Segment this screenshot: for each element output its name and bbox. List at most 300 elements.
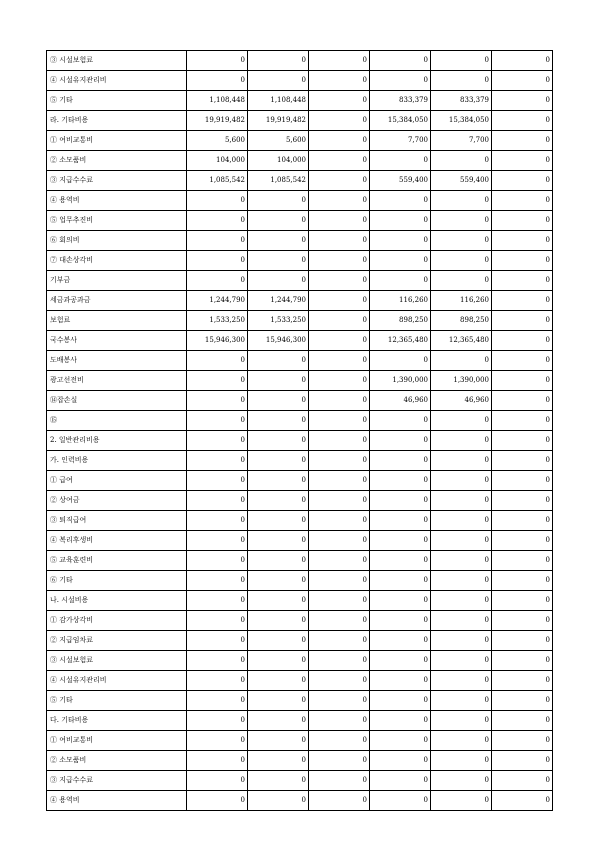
row-label: ② 소모품비: [47, 151, 187, 171]
table-row: [47, 651, 553, 671]
row-label: ② 지급임차료: [47, 631, 187, 651]
amount-cell: 7,700: [370, 131, 431, 151]
amount-cell: 0: [248, 271, 309, 291]
amount-cell: 0: [370, 251, 431, 271]
amount-cell: 0: [492, 391, 553, 411]
amount-cell: 0: [187, 391, 248, 411]
row-label: ⑤ 교육훈련비: [47, 551, 187, 571]
amount-cell: 0: [248, 711, 309, 731]
amount-cell: 0: [309, 231, 370, 251]
amount-cell: 0: [309, 391, 370, 411]
amount-cell: 0: [309, 311, 370, 331]
amount-cell: 7,700: [431, 131, 492, 151]
row-label: 국수봉사: [47, 331, 187, 351]
table-row: [47, 131, 553, 151]
amount-cell: 0: [431, 191, 492, 211]
row-label: 라. 기타비용: [47, 111, 187, 131]
amount-cell: 559,400: [370, 171, 431, 191]
amount-cell: 0: [187, 451, 248, 471]
table-row: [47, 731, 553, 751]
amount-cell: 0: [431, 231, 492, 251]
amount-cell: 0: [248, 591, 309, 611]
table-row: [47, 171, 553, 191]
amount-cell: 12,365,480: [370, 331, 431, 351]
amount-cell: 0: [309, 371, 370, 391]
amount-cell: 0: [431, 551, 492, 571]
amount-cell: 0: [248, 691, 309, 711]
amount-cell: 0: [309, 131, 370, 151]
amount-cell: 0: [370, 531, 431, 551]
row-label: ⑥ 회의비: [47, 231, 187, 251]
amount-cell: 0: [370, 51, 431, 71]
amount-cell: 0: [309, 571, 370, 591]
table-row: [47, 451, 553, 471]
amount-cell: 0: [309, 191, 370, 211]
amount-cell: 0: [492, 231, 553, 251]
row-label: ③ 시설보험료: [47, 51, 187, 71]
amount-cell: 0: [309, 671, 370, 691]
amount-cell: 0: [248, 511, 309, 531]
amount-cell: 0: [309, 791, 370, 811]
amount-cell: 116,260: [370, 291, 431, 311]
table-row: [47, 551, 553, 571]
row-label: ③ 시설보험료: [47, 651, 187, 671]
amount-cell: 0: [248, 51, 309, 71]
amount-cell: 0: [431, 671, 492, 691]
amount-cell: 0: [187, 731, 248, 751]
amount-cell: 0: [309, 291, 370, 311]
amount-cell: 0: [492, 431, 553, 451]
row-label: 2. 일반관리비용: [47, 431, 187, 451]
table-row: [47, 691, 553, 711]
amount-cell: 0: [248, 571, 309, 591]
amount-cell: 15,946,300: [248, 331, 309, 351]
amount-cell: 0: [431, 751, 492, 771]
row-label: ④ 복리후생비: [47, 531, 187, 551]
amount-cell: 0: [492, 271, 553, 291]
amount-cell: 0: [370, 611, 431, 631]
row-label: ⑤ 기타: [47, 91, 187, 111]
amount-cell: 46,960: [431, 391, 492, 411]
amount-cell: 0: [187, 711, 248, 731]
amount-cell: 833,379: [370, 91, 431, 111]
amount-cell: 0: [370, 791, 431, 811]
amount-cell: 0: [431, 51, 492, 71]
table-row: [47, 591, 553, 611]
amount-cell: 0: [370, 431, 431, 451]
amount-cell: 0: [492, 191, 553, 211]
row-label: ② 소모품비: [47, 751, 187, 771]
amount-cell: 0: [309, 771, 370, 791]
amount-cell: 0: [309, 351, 370, 371]
amount-cell: 0: [370, 471, 431, 491]
amount-cell: 0: [248, 211, 309, 231]
row-label: 도배봉사: [47, 351, 187, 371]
amount-cell: 0: [187, 271, 248, 291]
row-label: ⑭잡손실: [47, 391, 187, 411]
table-row: [47, 391, 553, 411]
amount-cell: 0: [309, 271, 370, 291]
row-label: 다. 기타비용: [47, 711, 187, 731]
amount-cell: 0: [309, 451, 370, 471]
table-row: [47, 51, 553, 71]
amount-cell: 0: [248, 391, 309, 411]
amount-cell: 0: [187, 631, 248, 651]
amount-cell: 0: [248, 431, 309, 451]
amount-cell: 0: [492, 331, 553, 351]
expense-table-body: [47, 51, 553, 811]
amount-cell: 0: [309, 171, 370, 191]
amount-cell: 0: [370, 731, 431, 751]
amount-cell: 0: [248, 531, 309, 551]
amount-cell: 1,244,790: [248, 291, 309, 311]
amount-cell: 0: [187, 251, 248, 271]
amount-cell: 0: [187, 571, 248, 591]
row-label: ③ 퇴직급여: [47, 511, 187, 531]
amount-cell: 0: [309, 751, 370, 771]
amount-cell: 0: [492, 471, 553, 491]
amount-cell: 0: [187, 191, 248, 211]
amount-cell: 0: [309, 711, 370, 731]
amount-cell: 0: [370, 551, 431, 571]
amount-cell: 0: [187, 791, 248, 811]
row-label: 기부금: [47, 271, 187, 291]
amount-cell: 0: [492, 531, 553, 551]
row-label: 세금과공과금: [47, 291, 187, 311]
row-label: ④ 시설유지관리비: [47, 671, 187, 691]
amount-cell: 0: [431, 71, 492, 91]
table-row: [47, 631, 553, 651]
table-row: [47, 611, 553, 631]
table-row: [47, 791, 553, 811]
table-row: [47, 151, 553, 171]
amount-cell: 0: [309, 511, 370, 531]
amount-cell: 46,960: [370, 391, 431, 411]
amount-cell: 0: [431, 411, 492, 431]
amount-cell: 0: [248, 751, 309, 771]
amount-cell: 0: [492, 491, 553, 511]
amount-cell: 0: [370, 491, 431, 511]
table-row: [47, 191, 553, 211]
row-label: ② 상여금: [47, 491, 187, 511]
amount-cell: 0: [187, 371, 248, 391]
table-row: [47, 491, 553, 511]
amount-cell: 0: [431, 451, 492, 471]
table-row: [47, 111, 553, 131]
amount-cell: 0: [370, 591, 431, 611]
amount-cell: 1,390,000: [370, 371, 431, 391]
amount-cell: 0: [492, 291, 553, 311]
amount-cell: 0: [492, 631, 553, 651]
amount-cell: 0: [431, 611, 492, 631]
amount-cell: 0: [431, 491, 492, 511]
amount-cell: 0: [370, 271, 431, 291]
amount-cell: 898,250: [370, 311, 431, 331]
amount-cell: 0: [370, 671, 431, 691]
amount-cell: 15,384,050: [431, 111, 492, 131]
amount-cell: 0: [370, 771, 431, 791]
table-row: [47, 71, 553, 91]
table-row: [47, 511, 553, 531]
amount-cell: 0: [309, 611, 370, 631]
amount-cell: 0: [187, 751, 248, 771]
amount-cell: 1,390,000: [431, 371, 492, 391]
amount-cell: 0: [492, 111, 553, 131]
amount-cell: 0: [187, 551, 248, 571]
amount-cell: 0: [187, 671, 248, 691]
amount-cell: 1,108,448: [248, 91, 309, 111]
amount-cell: 0: [248, 191, 309, 211]
amount-cell: 0: [431, 711, 492, 731]
amount-cell: 0: [309, 631, 370, 651]
row-label: 광고선전비: [47, 371, 187, 391]
table-row: [47, 211, 553, 231]
row-label: ④ 시설유지관리비: [47, 71, 187, 91]
row-label: ③ 지급수수료: [47, 771, 187, 791]
amount-cell: 0: [492, 591, 553, 611]
amount-cell: 0: [309, 691, 370, 711]
row-label: ④ 용역비: [47, 191, 187, 211]
amount-cell: 0: [431, 351, 492, 371]
amount-cell: 0: [370, 451, 431, 471]
row-label: 나. 시설비용: [47, 591, 187, 611]
amount-cell: 0: [370, 571, 431, 591]
amount-cell: 0: [431, 631, 492, 651]
amount-cell: 0: [309, 411, 370, 431]
amount-cell: 0: [187, 771, 248, 791]
amount-cell: 0: [492, 171, 553, 191]
amount-cell: 0: [309, 471, 370, 491]
row-label: ⑤ 업무추진비: [47, 211, 187, 231]
amount-cell: 0: [309, 331, 370, 351]
table-row: [47, 431, 553, 451]
row-label: ① 급여: [47, 471, 187, 491]
amount-cell: 5,600: [248, 131, 309, 151]
amount-cell: 0: [309, 151, 370, 171]
amount-cell: 0: [248, 631, 309, 651]
row-label: ④ 용역비: [47, 791, 187, 811]
amount-cell: 0: [309, 551, 370, 571]
amount-cell: 0: [187, 51, 248, 71]
amount-cell: 0: [309, 651, 370, 671]
amount-cell: 0: [492, 311, 553, 331]
amount-cell: 1,533,250: [248, 311, 309, 331]
amount-cell: 0: [431, 531, 492, 551]
table-row: [47, 411, 553, 431]
row-label: 보험료: [47, 311, 187, 331]
amount-cell: 0: [248, 371, 309, 391]
amount-cell: 0: [492, 51, 553, 71]
amount-cell: 0: [492, 751, 553, 771]
table-row: [47, 751, 553, 771]
row-label: ① 여비교통비: [47, 131, 187, 151]
amount-cell: 0: [492, 251, 553, 271]
amount-cell: 0: [492, 671, 553, 691]
amount-cell: 0: [187, 351, 248, 371]
table-row: [47, 371, 553, 391]
amount-cell: 0: [431, 471, 492, 491]
amount-cell: 0: [187, 471, 248, 491]
amount-cell: 0: [492, 411, 553, 431]
amount-cell: 0: [492, 91, 553, 111]
amount-cell: 0: [431, 691, 492, 711]
amount-cell: 0: [248, 491, 309, 511]
amount-cell: 0: [370, 651, 431, 671]
amount-cell: 0: [248, 231, 309, 251]
amount-cell: 0: [492, 711, 553, 731]
amount-cell: 0: [248, 411, 309, 431]
table-row: [47, 571, 553, 591]
amount-cell: 0: [431, 771, 492, 791]
amount-cell: 0: [431, 591, 492, 611]
amount-cell: 0: [187, 211, 248, 231]
amount-cell: 0: [248, 651, 309, 671]
amount-cell: 0: [431, 271, 492, 291]
amount-cell: 0: [370, 191, 431, 211]
amount-cell: 19,919,482: [187, 111, 248, 131]
amount-cell: 0: [492, 611, 553, 631]
amount-cell: 0: [492, 211, 553, 231]
amount-cell: 0: [370, 231, 431, 251]
table-row: [47, 311, 553, 331]
amount-cell: 19,919,482: [248, 111, 309, 131]
row-label: ⑥ 기타: [47, 571, 187, 591]
row-label: ① 여비교통비: [47, 731, 187, 751]
table-row: [47, 771, 553, 791]
amount-cell: 0: [492, 691, 553, 711]
amount-cell: 0: [492, 511, 553, 531]
amount-cell: 0: [309, 531, 370, 551]
amount-cell: 0: [187, 591, 248, 611]
amount-cell: 0: [309, 111, 370, 131]
amount-cell: 0: [248, 611, 309, 631]
table-row: [47, 351, 553, 371]
amount-cell: 0: [309, 71, 370, 91]
amount-cell: 0: [492, 131, 553, 151]
row-label: 가. 인력비용: [47, 451, 187, 471]
amount-cell: 0: [309, 491, 370, 511]
amount-cell: 0: [431, 151, 492, 171]
amount-cell: 559,400: [431, 171, 492, 191]
amount-cell: 0: [248, 71, 309, 91]
amount-cell: 0: [309, 251, 370, 271]
amount-cell: 0: [370, 151, 431, 171]
amount-cell: 0: [492, 71, 553, 91]
amount-cell: 0: [431, 791, 492, 811]
amount-cell: 0: [187, 531, 248, 551]
table-row: [47, 471, 553, 491]
amount-cell: 0: [431, 511, 492, 531]
amount-cell: 0: [431, 251, 492, 271]
amount-cell: 0: [248, 791, 309, 811]
amount-cell: 0: [370, 631, 431, 651]
row-label: ⑦ 대손상각비: [47, 251, 187, 271]
amount-cell: 0: [492, 571, 553, 591]
row-label: ⑤ 기타: [47, 691, 187, 711]
amount-cell: 5,600: [187, 131, 248, 151]
amount-cell: 0: [309, 211, 370, 231]
table-row: [47, 711, 553, 731]
amount-cell: 0: [309, 591, 370, 611]
amount-cell: 0: [248, 671, 309, 691]
amount-cell: 0: [187, 691, 248, 711]
amount-cell: 0: [187, 231, 248, 251]
amount-cell: 0: [492, 771, 553, 791]
table-row: [47, 291, 553, 311]
table-row: [47, 231, 553, 251]
amount-cell: 0: [309, 731, 370, 751]
amount-cell: 0: [309, 431, 370, 451]
amount-cell: 1,085,542: [248, 171, 309, 191]
amount-cell: 0: [309, 91, 370, 111]
amount-cell: 0: [370, 711, 431, 731]
amount-cell: 0: [431, 731, 492, 751]
table-row: [47, 331, 553, 351]
amount-cell: 104,000: [248, 151, 309, 171]
amount-cell: 0: [492, 551, 553, 571]
amount-cell: 0: [248, 351, 309, 371]
amount-cell: 0: [187, 651, 248, 671]
amount-cell: 0: [492, 731, 553, 751]
amount-cell: 0: [370, 351, 431, 371]
amount-cell: 0: [248, 771, 309, 791]
row-label: ⑮: [47, 411, 187, 431]
amount-cell: 0: [492, 151, 553, 171]
table-row: [47, 531, 553, 551]
amount-cell: 116,260: [431, 291, 492, 311]
amount-cell: 0: [370, 511, 431, 531]
amount-cell: 0: [187, 431, 248, 451]
amount-cell: 1,533,250: [187, 311, 248, 331]
amount-cell: 1,244,790: [187, 291, 248, 311]
amount-cell: 0: [248, 451, 309, 471]
amount-cell: 0: [248, 251, 309, 271]
amount-cell: 833,379: [431, 91, 492, 111]
amount-cell: 0: [187, 71, 248, 91]
amount-cell: 0: [370, 71, 431, 91]
amount-cell: 0: [187, 511, 248, 531]
amount-cell: 0: [370, 211, 431, 231]
amount-cell: 0: [248, 551, 309, 571]
amount-cell: 898,250: [431, 311, 492, 331]
amount-cell: 104,000: [187, 151, 248, 171]
amount-cell: 0: [492, 651, 553, 671]
table-row: [47, 671, 553, 691]
amount-cell: 0: [431, 211, 492, 231]
amount-cell: 0: [370, 411, 431, 431]
table-row: [47, 91, 553, 111]
amount-cell: 0: [492, 451, 553, 471]
amount-cell: 0: [248, 471, 309, 491]
amount-cell: 0: [431, 431, 492, 451]
amount-cell: 0: [492, 791, 553, 811]
amount-cell: 0: [370, 691, 431, 711]
amount-cell: 1,085,542: [187, 171, 248, 191]
amount-cell: 0: [492, 351, 553, 371]
row-label: ③ 지급수수료: [47, 171, 187, 191]
amount-cell: 0: [248, 731, 309, 751]
expense-table: [46, 50, 553, 811]
amount-cell: 12,365,480: [431, 331, 492, 351]
amount-cell: 15,946,300: [187, 331, 248, 351]
amount-cell: 1,108,448: [187, 91, 248, 111]
amount-cell: 0: [431, 571, 492, 591]
amount-cell: 0: [187, 411, 248, 431]
amount-cell: 0: [370, 751, 431, 771]
amount-cell: 15,384,050: [370, 111, 431, 131]
amount-cell: 0: [309, 51, 370, 71]
table-row: [47, 251, 553, 271]
